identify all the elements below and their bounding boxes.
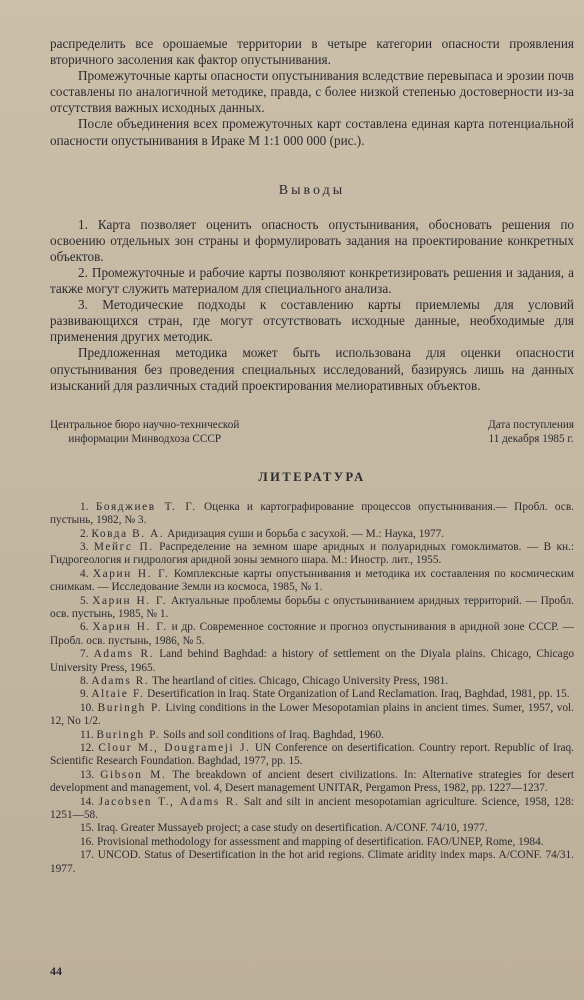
intro-paragraph-1: распределить все орошаемые территории в четыре категории опасности проявления вторичного засоления как фактор опустынивания. (50, 36, 574, 68)
reference-text: Provisional methodology for assessment and mapping of desertification. FAO/UNEP, Rome, 1984. (96, 835, 544, 848)
reference-item (50, 702, 574, 729)
reference-text: The heartland of cities. Chicago, Chicago University Press, 1981. (151, 674, 449, 687)
reference-item (50, 836, 574, 849)
reference-number: 3. (80, 540, 89, 553)
reference-number: 4. (80, 567, 89, 580)
reference-number: 9. (80, 688, 89, 701)
intro-section (50, 36, 574, 149)
reference-author: Buringh P. (96, 728, 161, 741)
reference-item (50, 822, 574, 835)
organization-line-1: Центральное бюро научно-технической (50, 418, 240, 431)
reference-item (50, 769, 574, 796)
reference-text: Land behind Baghdad: a history of settlement on the Diyala plains. Chicago, Chicago University Press, 1965. (50, 648, 574, 674)
reference-text: Iraq. Greater Mussayeb project; a case study on desertification. A/CONF. 74/10, 1977. (96, 822, 488, 835)
reference-text: UNCOD. Status of Desertification in the hot arid regions. Climate aridity index maps. A/CONF. 74/31. 1977. (50, 849, 574, 875)
conclusion-4: Предложенная методика может быть использована для оценки опасности опустынивания без проведения специальных исследований, базируясь лишь на данных изысканий для различных стадий проектирования мелиоративных объектов. (50, 345, 574, 393)
reference-text: UN Conference on desertification. Country report. Republic of Iraq. Scientific Research Foundation. Baghdad, 1977, pp. 15. (50, 742, 575, 768)
reference-number: 12. (80, 742, 95, 754)
reference-item (50, 621, 574, 648)
reference-number: 7. (80, 648, 89, 661)
received-date-label: Дата поступления (488, 418, 574, 431)
reference-text: Аридизация суши и борьба с засухой. — М.: Наука, 1977. (167, 527, 445, 540)
reference-number: 1. (80, 500, 89, 513)
conclusions-section (50, 217, 574, 394)
reference-author: Clour M., Dougrameji J. (98, 742, 251, 754)
reference-text: Оценка и картографирование процессов опустынивания.— Пробл. осв. пустынь, 1982, № 3. (50, 500, 574, 527)
reference-item (50, 541, 574, 568)
reference-author: Gibson M. (100, 768, 167, 781)
reference-text: и др. Современное состояние и прогноз опустынивания в аридной зоне СССР. — Пробл. осв. пустынь, 1986, № 5. (50, 621, 574, 647)
conclusion-1: 1. Карта позволяет оценить опасность опустынивания, обосновать решения по освоению отдельных зон страны и формулировать задания на проектирование конкретных объектов. (50, 216, 574, 264)
reference-number: 10. (80, 701, 95, 714)
reference-author: Бояджиев Т. Г. (95, 500, 197, 513)
conclusion-3: 3. Методические подходы к составлению карты приемлемы для условий развивающихся стран, где могут отсутствовать исходные данные, необходимые для применения других методик. (50, 297, 574, 345)
reference-text: Desertification in Iraq. State Organization of Land Reclamation. Iraq, Baghdad, 1981, pp. 15. (147, 688, 570, 701)
reference-number: 16. (80, 835, 95, 848)
reference-author: Харин Н. Г. (92, 567, 170, 580)
reference-text: The breakdown of ancient desert civilizations. In: Alternative strategies for desert development and management, vol. 4, Desert management UNITAR, Pergamon Press, 1982, pp. 1227—1237. (50, 768, 574, 795)
reference-author: Ковда В. А. (91, 527, 165, 540)
reference-author: Buringh P. (97, 701, 162, 714)
reference-number: 15. (80, 822, 95, 835)
reference-item (50, 849, 574, 876)
intro-paragraph-3: После объединения всех промежуточных карт составлена единая карта потенциальной опасности опустынивания в Ираке М 1:1 000 000 (рис.). (50, 116, 574, 148)
reference-author: Altaie F. (91, 688, 145, 701)
received-date-block (488, 418, 574, 446)
reference-number: 17. (80, 849, 95, 862)
reference-item (50, 729, 574, 742)
references-list (50, 501, 574, 876)
conclusions-heading: Выводы (278, 182, 346, 198)
reference-author: Харин Н. Г. (92, 594, 168, 607)
reference-item (50, 528, 574, 541)
reference-item (50, 675, 574, 688)
reference-author: Jacobsen T., Adams R. (98, 795, 240, 808)
reference-item (50, 796, 574, 823)
reference-text: Soils and soil conditions of Iraq. Baghdad, 1960. (163, 728, 384, 741)
literature-heading: ЛИТЕРАТУРА (258, 469, 366, 484)
reference-number: 5. (80, 594, 89, 607)
reference-number: 2. (80, 527, 89, 540)
reference-text: Распределение на земном шаре аридных и полуаридных гомоклиматов. — В кн.: Гидрогеология и гидрология аридной зоны земного шара. М.: Иностр. лит., 1955. (50, 540, 575, 567)
submission-footer (50, 418, 574, 446)
received-date-value: 11 декабря 1985 г. (488, 432, 574, 445)
reference-text: Living conditions in the Lower Mesopotamian plains in ancient times. Sumer, 1957, vol. 12, No 1/2. (50, 701, 575, 728)
reference-author: Харин Н. Г. (92, 621, 168, 634)
reference-author: Мейгс П. (93, 540, 154, 553)
organization-block (50, 418, 239, 446)
reference-text: Актуальные проблемы борьбы с опустыниванием аридных территорий. — Пробл. осв. пустынь, 1985, № 1. (50, 594, 575, 620)
reference-number: 11. (80, 728, 94, 741)
reference-item (50, 501, 574, 528)
reference-author: Adams R. (91, 674, 150, 687)
reference-text: Salt and silt in ancient mesopotamian agriculture. Science, 1958, 128: 1251—58. (50, 795, 574, 822)
reference-number: 13. (80, 768, 95, 781)
intro-paragraph-2: Промежуточные карты опасности опустынивания вследствие перевыпаса и эрозии почв составлены по аналогичной методике, правда, с более низкой степенью достоверности из-за отсутствия важных исходных данных. (50, 68, 574, 116)
reference-item (50, 648, 574, 675)
organization-line-2: информации Минводхоза СССР (68, 432, 221, 445)
reference-item (50, 688, 574, 701)
page-number: 44 (50, 964, 62, 978)
reference-item (50, 595, 574, 622)
reference-item (50, 568, 574, 595)
reference-number: 6. (80, 621, 89, 634)
reference-number: 8. (80, 674, 89, 687)
reference-item (50, 742, 574, 769)
reference-number: 14. (80, 795, 95, 808)
conclusion-2: 2. Промежуточные и рабочие карты позволяют конкретизировать решения и задания, а также могут служить материалом для специального анализа. (50, 264, 574, 297)
reference-text: Комплексные карты опустынивания и методика их составления по космическим снимкам. — Исследование Земли из космоса, 1985, № 1. (50, 567, 574, 594)
reference-author: Adams R. (93, 648, 155, 661)
